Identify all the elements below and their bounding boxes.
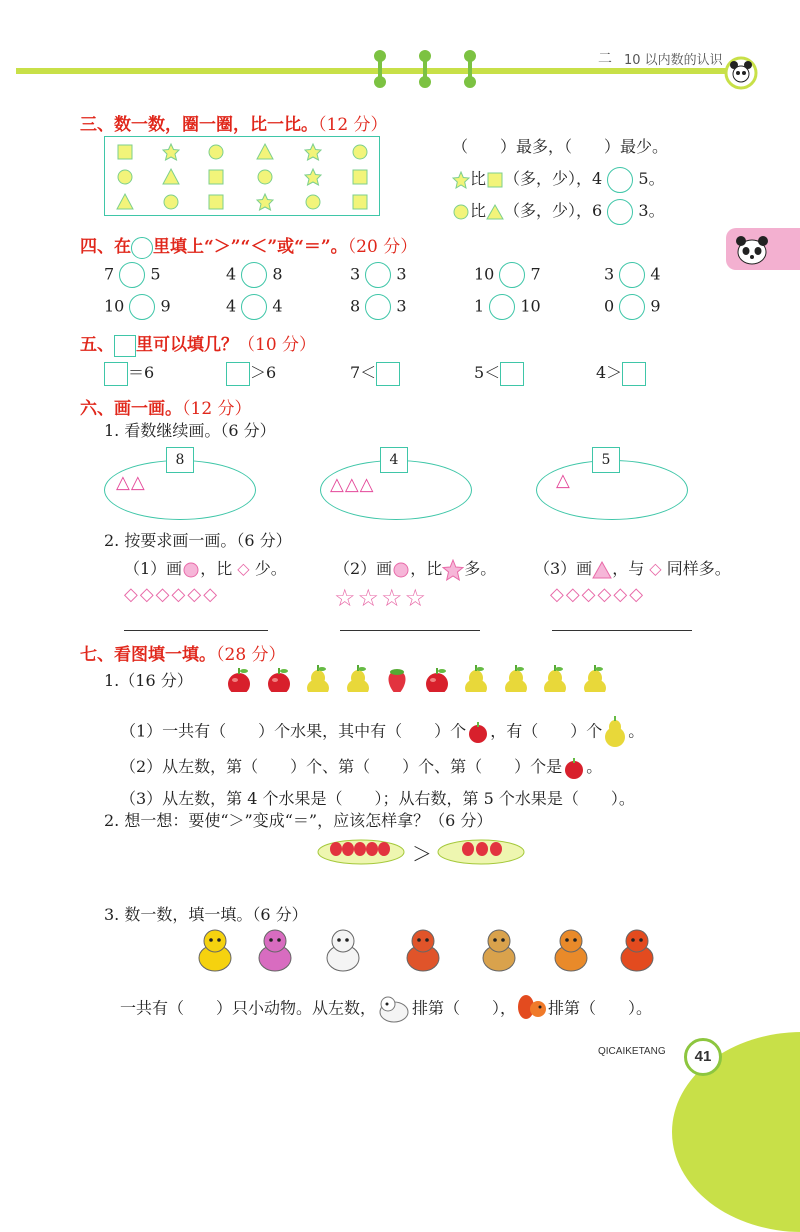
left-number: 7 [104,264,115,284]
last-text-2: 排第（ ）， [412,998,517,1018]
triangle-shape [257,144,273,159]
answer-line[interactable] [124,630,268,631]
box-suffix: ＝6 [128,363,155,382]
footer-brand: QICAIKETANG [598,1046,666,1057]
section-7-title: 七、看图填一填。 [80,645,216,665]
answer-circle[interactable] [619,262,645,288]
pear-icon [501,664,527,692]
pink-triangle-icon [592,561,612,579]
section-7-points: （28 分） [216,645,286,665]
s3-q1: （ ）最多，（ ）最少。 [452,137,669,156]
last-text-1: 一共有（ ）只小动物。从左数， [120,998,377,1018]
task-c-text-3: 同样多。 [666,559,731,578]
q1-text-b: ，有（ ）个 [490,721,603,741]
right-number: 5 [150,264,161,284]
q1-text-c: 。 [628,721,645,741]
square-shape [209,195,223,209]
triangle-icon [486,203,504,221]
s3-q2 [452,166,665,193]
compare-item [350,294,407,320]
section-6-heading [80,394,252,419]
circle-shape [209,145,223,159]
answer-circle[interactable] [607,167,633,193]
compare-item [474,262,541,288]
s7-part-1: 1.（16 分） [104,671,193,690]
answer-circle[interactable] [119,262,145,288]
section-3-heading [80,110,388,135]
monkey-icon [398,926,448,974]
right-number: 9 [160,296,171,316]
section-4-title-2: 里填上“＞”“＜”或“＝”。 [153,237,348,257]
chapter-title: 10 以内数的认识 [624,53,723,68]
circle-shape [118,170,132,184]
answer-box[interactable] [376,362,400,386]
star-row: ☆☆☆☆ [334,584,429,612]
fill-box-item [226,360,276,386]
section-3-title: 三、数一数，圈一圈，比一比。 [80,115,318,135]
circle-shape [164,195,178,209]
answer-circle[interactable] [365,262,391,288]
pear-icon [540,664,566,692]
s6-task-b [334,556,496,581]
section-5-points: （10 分） [238,335,317,355]
star-shape [257,194,273,210]
answer-line[interactable] [552,630,692,631]
apple-icon [422,664,448,692]
fill-box-item [596,360,646,386]
square-shape [118,145,132,159]
right-number: 3 [396,264,407,284]
apple-icon [224,664,250,692]
section-6-title: 六、画一画。 [80,399,182,419]
rooster-icon [250,926,300,974]
answer-box[interactable] [622,362,646,386]
left-number: 3 [604,264,615,284]
q2-text-a: （2）从左数，第（ ）个、第（ ）个、第（ ）个是 [120,757,563,776]
answer-circle[interactable] [365,294,391,320]
s3-q2-text-a: 比 [470,169,487,188]
task-b-text-3: 多。 [464,559,497,578]
s3-q2-text-c: 5。 [638,169,665,188]
triangle-shape [163,169,179,184]
s3-q3 [452,198,665,225]
star-shape [163,144,179,160]
right-number: 9 [650,296,661,316]
last-text-3: 排第（ ）。 [548,998,653,1018]
right-number: 8 [272,264,283,284]
box-symbol [114,335,136,357]
circle-symbol [131,237,153,259]
pink-star-icon [442,559,464,581]
task-c-text-2: ，与 [612,559,645,578]
section-5-heading [80,330,316,357]
chapter-number: 二 [598,51,612,67]
task-a-text-1: （1）画 [124,559,183,578]
panda-badge-icon [724,56,758,90]
box-prefix: 4＞ [596,363,623,382]
s3-q3-text-a: 比 [470,201,487,220]
q1-text-a: （1）一共有（ ）个水果，其中有（ ）个 [120,721,467,741]
s7-q2 [120,754,602,780]
pear-icon [303,664,329,692]
box-suffix: ＞6 [250,363,277,382]
section-6-points: （12 分） [182,399,252,419]
binder-rings [370,50,490,90]
answer-line[interactable] [340,630,480,631]
circle-icon [452,203,470,221]
pink-circle-icon [182,561,200,579]
section-4-heading [80,232,417,259]
compare-item [104,262,161,288]
s6-task-a [124,556,287,579]
plate-left-strawberries [316,836,406,866]
dog-icon [318,926,368,974]
s6-part-2: 2. 按要求画一画。（6 分） [104,531,292,550]
section-4-points: （20 分） [347,237,418,257]
s3-q3-text-b: （多，少），6 [504,201,603,220]
box-prefix: 5＜ [474,363,501,382]
left-number: 0 [604,296,615,316]
circle-shape [258,170,272,184]
compare-item [474,294,541,320]
answer-circle[interactable] [619,294,645,320]
triangle-shape [117,194,133,209]
right-number: 7 [530,264,541,284]
diamond-row: ◇◇◇◇◇◇ [124,584,220,605]
answer-circle[interactable] [241,294,267,320]
diamond-icon: ◇ [649,559,662,578]
duck-icon [190,926,240,974]
left-number: 8 [350,296,361,316]
greater-than-sign: ＞ [412,842,432,866]
apple-icon [264,664,290,692]
apple-icon [562,756,586,780]
section-7-heading [80,640,286,665]
pink-circle-icon [392,561,410,579]
right-number: 4 [650,264,661,284]
apple-icon [466,720,490,744]
plate-right-strawberries [436,836,526,866]
task-b-text-2: ，比 [410,559,443,578]
answer-circle[interactable] [129,294,155,320]
fill-box-item [474,360,524,386]
compare-item [604,294,661,320]
cow-icon [546,926,596,974]
diamond-icon: ◇ [237,559,250,578]
box-prefix: 7＜ [350,363,377,382]
section-5-title-2: 里可以填几？ [136,335,238,355]
diamond-row: ◇◇◇◇◇◇ [550,584,646,605]
section-4-title: 四、在 [80,237,131,257]
drawn-triangles: △△ [116,472,146,493]
cat-icon [474,926,524,974]
answer-circle[interactable] [499,262,525,288]
squirrel-icon [612,926,662,974]
s7-part-2: 2. 想一想：要使“＞”变成“＝”，应该怎样拿？（6 分） [104,811,493,830]
squirrel-icon [516,993,548,1025]
task-c-text-1: （3）画 [534,559,593,578]
section-3-points: （12 分） [318,115,388,135]
s6-task-c [534,556,731,579]
task-a-text-3: 少。 [254,559,287,578]
task-b-text-1: （2）画 [334,559,393,578]
page-number: 41 [684,1038,722,1076]
left-number: 10 [474,264,495,284]
compare-item [226,262,283,288]
answer-circle[interactable] [607,199,633,225]
left-number: 4 [226,296,237,316]
compare-item [350,262,407,288]
square-shape [353,170,367,184]
answer-box[interactable] [226,362,250,386]
answer-box[interactable] [500,362,524,386]
right-number: 10 [520,296,541,316]
task-a-text-2: ，比 [200,559,233,578]
pear-icon [602,716,628,748]
ellipse-number: 5 [592,447,620,473]
drawn-triangles: △△△ [330,474,375,495]
fill-box-item [104,360,154,386]
pear-icon [343,664,369,692]
ellipse-number: 4 [380,447,408,473]
circle-shape [306,195,320,209]
left-number: 4 [226,264,237,284]
s6-part-1: 1. 看数继续画。（6 分） [104,421,276,440]
s7-part-3: 3. 数一数，填一填。（6 分） [104,905,308,924]
s3-q2-text-b: （多，少），4 [504,169,603,188]
star-shape [305,144,321,160]
left-number: 3 [350,264,361,284]
answer-circle[interactable] [489,294,515,320]
s7-last [120,992,652,1026]
left-number: 1 [474,296,485,316]
star-icon [452,171,470,189]
square-shape [353,195,367,209]
right-number: 3 [396,296,407,316]
answer-box[interactable] [104,362,128,386]
right-number: 4 [272,296,283,316]
square-shape [209,170,223,184]
pear-icon [580,664,606,692]
q2-text-b: 。 [586,757,603,776]
square-icon [486,171,504,189]
compare-item [104,294,171,320]
circle-shape [353,145,367,159]
dog-icon [376,992,412,1026]
compare-item [226,294,283,320]
s7-q1 [120,716,644,748]
panda-icon [732,230,772,268]
strawberry-icon [382,664,408,692]
s3-q3-text-c: 3。 [638,201,665,220]
pear-icon [461,664,487,692]
left-number: 10 [104,296,125,316]
s7-q3: （3）从左数，第 4 个水果是（ ）；从右数，第 5 个水果是（ ）。 [120,789,635,808]
drawn-triangles: △ [556,470,570,491]
ellipse-number: 8 [166,447,194,473]
compare-item [604,262,661,288]
star-shape [305,169,321,185]
fill-box-item [350,360,400,386]
answer-circle[interactable] [241,262,267,288]
shape-grid-shapes [104,136,382,216]
section-5-title: 五、 [80,335,114,355]
